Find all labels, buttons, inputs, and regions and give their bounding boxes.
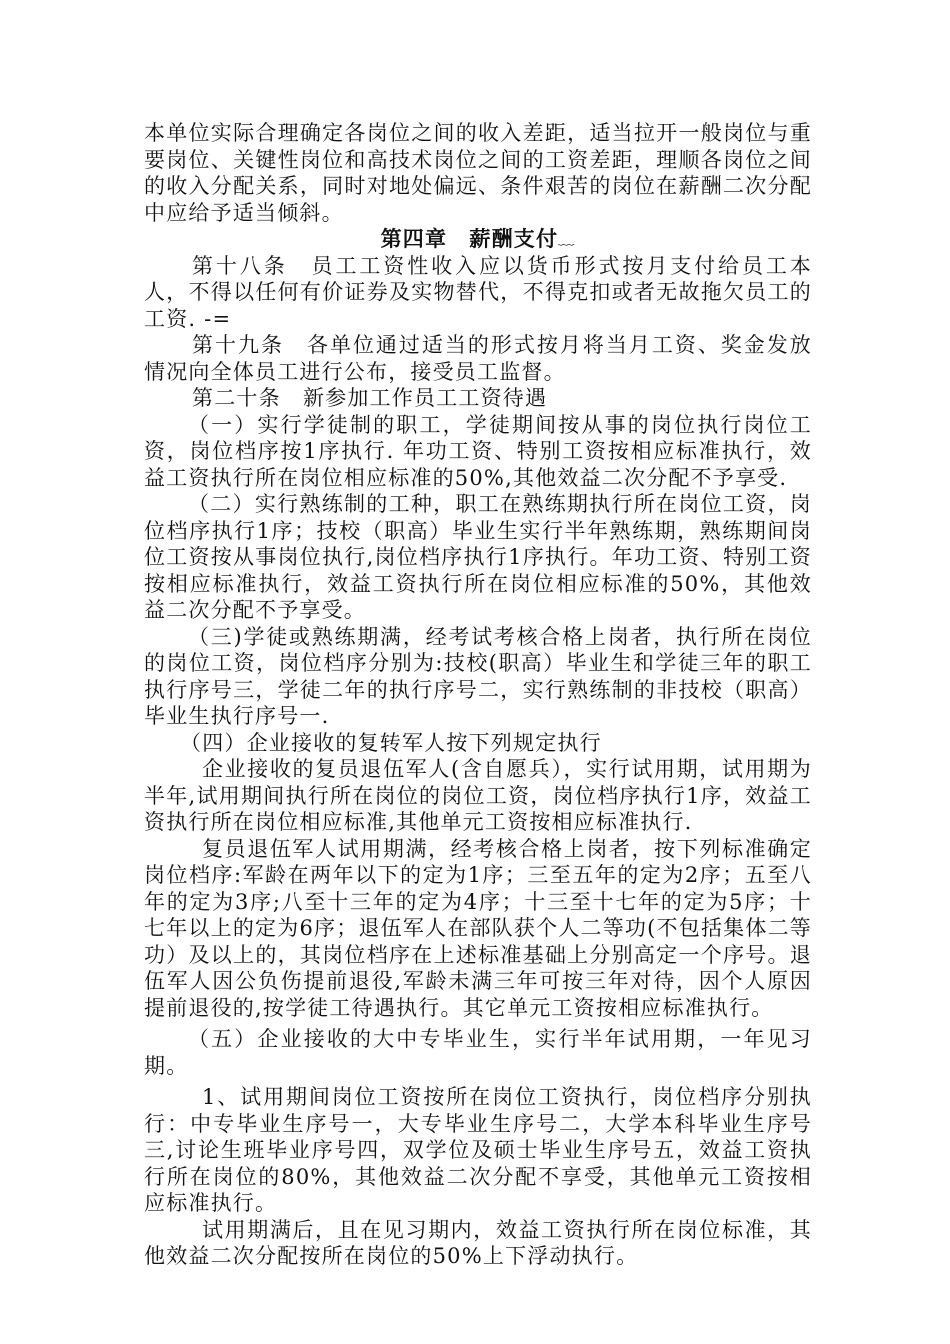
item-5: （五）企业接收的大中专毕业生，实行半年试用期，一年见习期。 bbox=[144, 1027, 812, 1078]
item-4: （四）企业接收的复转军人按下列规定执行 bbox=[180, 730, 602, 755]
article-18: 第十八条 员工工资性收入应以货币形式按月支付给员工本人，不得以任何有价证券及实物替代，不得克扣或者无故拖欠员工的工资. -= bbox=[144, 253, 812, 331]
item-5-para-2: 试用期满后，且在见习期内，效益工资执行所在岗位标准，其他效益二次分配按所在岗位的50%上下浮动执行。 bbox=[144, 1217, 812, 1268]
item-2: （二）实行熟练制的工种，职工在熟练期执行所在岗位工资，岗位档序执行1序；技校（职高）毕业生实行半年熟练期，熟练期间岗位工资按从事岗位执行,岗位档序执行1序执行。年功工资、特别工资按相应标准执行，效益工资执行所在岗位相应标准的50%，其他效益二次分配不予享受。 bbox=[144, 492, 812, 622]
intro-paragraph: 本单位实际合理确定各岗位之间的收入差距，适当拉开一般岗位与重要岗位、关键性岗位和高技术岗位之间的工资差距，理顺各岗位之间的收入分配关系，同时对地处偏远、条件艰苦的岗位在薪酬二次分配中应给予适当倾斜。 bbox=[144, 121, 812, 225]
item-4-para-2: 复员退伍军人试用期满，经考核合格上岗者，按下列标准确定岗位档序:军龄在两年以下的定为1序；三至五年的定为2序；五至八年的定为3序;八至十三年的定为4序；十三至十七年的定为5序；十七年以上的定为6序；退伍军人在部队获个人二等功(不包括集体二等功）及以上的，其岗位档序在上述标准基础上分别高定一个序号。退伍军人因公负伤提前退役,军龄未满三年可按三年对待，因个人原因提前退役的,按学徒工待遇执行。其它单元工资按相应标准执行。 bbox=[144, 836, 812, 1020]
chapter-title-mark: ﹏ bbox=[558, 229, 576, 248]
item-1: （一）实行学徒制的职工，学徒期间按从事的岗位执行岗位工资，岗位档序按1序执行. 年功工资、特别工资按相应标准执行，效益工资执行所在岗位相应标准的50%,其他效益二次分配不予享受. bbox=[144, 412, 812, 490]
item-4-para-1: 企业接收的复员退伍军人(含自愿兵），实行试用期，试用期为半年,试用期间执行所在岗位的岗位工资，岗位档序执行1序，效益工资执行所在岗位相应标准,其他单元工资按相应标准执行. bbox=[144, 757, 812, 834]
item-3: （三)学徒或熟练期满，经考试考核合格上岗者，执行所在岗位的岗位工资，岗位档序分别为:技校(职高）毕业生和学徒三年的职工执行序号三，学徒二年的执行序号二，实行熟练制的非技校（职高）毕业生执行序号一. bbox=[144, 624, 812, 728]
document-page bbox=[144, 120, 812, 1270]
item-5-para-1: 1、试用期间岗位工资按所在岗位工资执行，岗位档序分别执行：中专毕业生序号一，大专毕业生序号二，大学本科毕业生序号三,讨论生班毕业序号四，双学位及硕士毕业生序号五，效益工资执行所在岗位的80%，其他效益二次分配不享受，其他单元工资按相应标准执行。 bbox=[144, 1085, 812, 1215]
article-19: 第十九条 各单位通过适当的形式按月将当月工资、奖金发放情况向全体员工进行公布，接受员工监督。 bbox=[144, 333, 812, 384]
chapter-title bbox=[144, 226, 812, 253]
chapter-title-text: 第四章 薪酬支付 bbox=[380, 226, 559, 251]
article-20: 第二十条 新参加工作员工工资待遇 bbox=[192, 386, 548, 410]
